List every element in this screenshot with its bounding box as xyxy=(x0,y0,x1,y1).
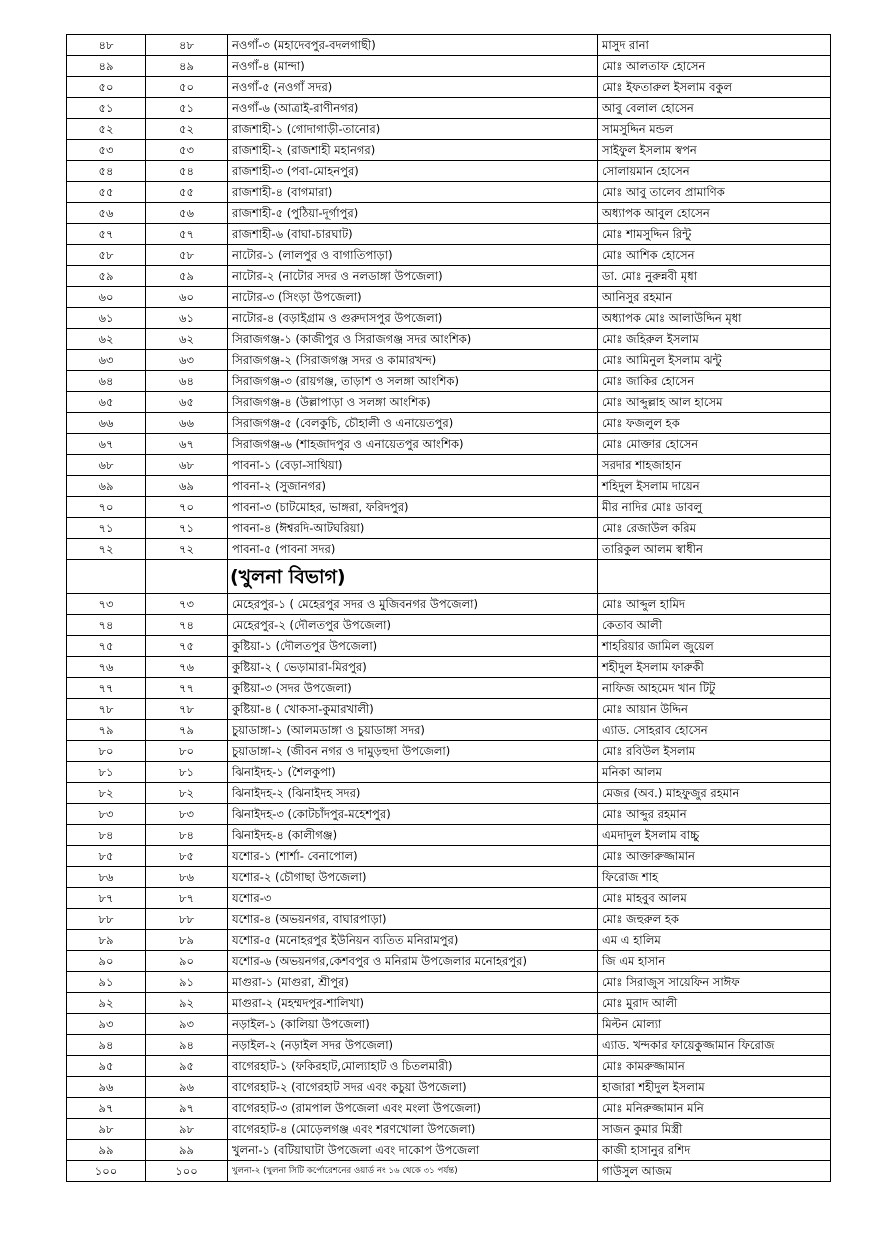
constituency-number-cell: ৬১ xyxy=(146,308,228,329)
table-row xyxy=(67,350,831,371)
table-row xyxy=(67,497,831,518)
serial-number-cell: ১০০ xyxy=(67,1161,146,1182)
constituency-name-cell: সিরাজগঞ্জ-১ (কাজীপুর ও সিরাজগঞ্জ সদর আংশিক) xyxy=(228,329,598,350)
candidate-name-cell: মোঃ ইফতারুল ইসলাম বকুল xyxy=(598,77,831,98)
table-row xyxy=(67,1014,831,1035)
serial-number-cell: ৬২ xyxy=(67,329,146,350)
serial-number-cell: ৬৪ xyxy=(67,371,146,392)
constituency-name-cell: যশোর-৬ (অভয়নগর,কেশবপুর ও মনিরাম উপজেলার মনোহরপুর) xyxy=(228,951,598,972)
constituency-name-cell: মেহেরপুর-১ ( মেহেরপুর সদর ও মুজিবনগর উপজেলা) xyxy=(228,594,598,615)
constituency-number-cell: ৫৭ xyxy=(146,224,228,245)
candidate-name-cell: মোঃ আব্দুর রহমান xyxy=(598,804,831,825)
table-row xyxy=(67,413,831,434)
candidate-name-cell: অধ্যাপক আবুল হোসেন xyxy=(598,203,831,224)
table-row xyxy=(67,636,831,657)
candidate-name-cell: তারিকুল আলম স্বাধীন xyxy=(598,539,831,560)
heading-empty-cell xyxy=(67,560,146,594)
constituency-name-cell: ঝিনাইদহ-২ (ঝিনাইদহ সদর) xyxy=(228,783,598,804)
candidate-name-cell: এ্যাড. খন্দকার ফায়েকুজ্জামান ফিরোজ xyxy=(598,1035,831,1056)
candidate-name-cell: মোঃ আশিক হোসেন xyxy=(598,245,831,266)
table-row xyxy=(67,434,831,455)
serial-number-cell: ৮৬ xyxy=(67,867,146,888)
serial-number-cell: ৮২ xyxy=(67,783,146,804)
table-row xyxy=(67,518,831,539)
constituency-number-cell: ৫৯ xyxy=(146,266,228,287)
table-row xyxy=(67,203,831,224)
constituency-name-cell: কুষ্টিয়া-৪ ( খোকসা-কুমারখালী) xyxy=(228,699,598,720)
serial-number-cell: ৫৪ xyxy=(67,161,146,182)
constituency-name-cell: চুয়াডাঙ্গা-২ (জীবন নগর ও দামুড়হুদা উপজেলা) xyxy=(228,741,598,762)
serial-number-cell: ৪৮ xyxy=(67,35,146,56)
constituency-number-cell: ৫৫ xyxy=(146,182,228,203)
table-row xyxy=(67,77,831,98)
candidate-name-cell: মীর নাদির মোঃ ডাবলু xyxy=(598,497,831,518)
candidate-name-cell: মোঃ মোক্তার হোসেন xyxy=(598,434,831,455)
constituency-number-cell: ৭৫ xyxy=(146,636,228,657)
constituency-number-cell: ৬৫ xyxy=(146,392,228,413)
candidate-name-cell: মোঃ শামসুদ্দিন রিন্টু xyxy=(598,224,831,245)
candidate-name-cell: মোঃ জহুরুল হক xyxy=(598,909,831,930)
table-row xyxy=(67,245,831,266)
serial-number-cell: ৮৪ xyxy=(67,825,146,846)
serial-number-cell: ৭৭ xyxy=(67,678,146,699)
constituency-number-cell: ৪৮ xyxy=(146,35,228,56)
table-row xyxy=(67,392,831,413)
constituency-name-cell: মেহেরপুর-২ (দৌলতপুর উপজেলা) xyxy=(228,615,598,636)
serial-number-cell: ৬১ xyxy=(67,308,146,329)
table-row xyxy=(67,56,831,77)
table-section-khulna xyxy=(67,594,831,1182)
constituency-name-cell: নওগাঁ-৪ (মান্দা) xyxy=(228,56,598,77)
candidate-name-cell: কাজী হাসানুর রশিদ xyxy=(598,1140,831,1161)
table-row xyxy=(67,699,831,720)
serial-number-cell: ৯৬ xyxy=(67,1077,146,1098)
serial-number-cell: ৫৮ xyxy=(67,245,146,266)
table-row xyxy=(67,888,831,909)
candidate-name-cell: মোঃ আমিনুল ইসলাম ঝন্টু xyxy=(598,350,831,371)
table-row xyxy=(67,657,831,678)
serial-number-cell: ৬৩ xyxy=(67,350,146,371)
constituency-number-cell: ৯৩ xyxy=(146,1014,228,1035)
constituency-number-cell: ৭৬ xyxy=(146,657,228,678)
table-row xyxy=(67,930,831,951)
candidate-name-cell: সরদার শাহজাহান xyxy=(598,455,831,476)
constituency-number-cell: ৬০ xyxy=(146,287,228,308)
table-row xyxy=(67,825,831,846)
constituency-name-cell: যশোর-৪ (অভয়নগর, বাঘারপাড়া) xyxy=(228,909,598,930)
candidate-name-cell: মেজর (অব.) মাহফুজুর রহমান xyxy=(598,783,831,804)
division-heading: (খুলনা বিভাগ) xyxy=(228,560,598,594)
constituency-name-cell: নাটোর-৩ (সিংড়া উপজেলা) xyxy=(228,287,598,308)
constituency-name-cell: চুয়াডাঙ্গা-১ (আলমডাঙ্গা ও চুয়াডাঙ্গা সদর) xyxy=(228,720,598,741)
serial-number-cell: ৮৯ xyxy=(67,930,146,951)
constituency-number-cell: ৮৩ xyxy=(146,804,228,825)
serial-number-cell: ৯০ xyxy=(67,951,146,972)
constituency-name-cell: পাবনা-৫ (পাবনা সদর) xyxy=(228,539,598,560)
constituency-name-cell: বাগেরহাট-২ (বাগেরহাট সদর এবং কচুয়া উপজেলা) xyxy=(228,1077,598,1098)
candidate-name-cell: শাহরিয়ার জামিল জুয়েল xyxy=(598,636,831,657)
serial-number-cell: ৭০ xyxy=(67,497,146,518)
candidate-name-cell: মোঃ রবিউল ইসলাম xyxy=(598,741,831,762)
constituency-name-cell: যশোর-২ (চৌগাছা উপজেলা) xyxy=(228,867,598,888)
serial-number-cell: ৯৯ xyxy=(67,1140,146,1161)
serial-number-cell: ৫৫ xyxy=(67,182,146,203)
candidate-name-cell: এ্যাড. সোহরাব হোসেন xyxy=(598,720,831,741)
table-row xyxy=(67,266,831,287)
serial-number-cell: ৮১ xyxy=(67,762,146,783)
table-row xyxy=(67,678,831,699)
table-row xyxy=(67,1098,831,1119)
serial-number-cell: ৯৭ xyxy=(67,1098,146,1119)
table-row xyxy=(67,972,831,993)
table-row xyxy=(67,1056,831,1077)
constituency-number-cell: ৯৫ xyxy=(146,1056,228,1077)
table-row xyxy=(67,161,831,182)
table-row xyxy=(67,371,831,392)
constituency-name-cell: মাগুরা-১ (মাগুরা, শ্রীপুর) xyxy=(228,972,598,993)
candidate-name-cell: সাজন কুমার মিস্ত্রী xyxy=(598,1119,831,1140)
table-row xyxy=(67,909,831,930)
constituency-number-cell: ৯৭ xyxy=(146,1098,228,1119)
division-heading-row-group xyxy=(67,560,831,594)
candidate-list-sheet xyxy=(66,34,830,1182)
constituency-name-cell: ঝিনাইদহ-১ (শৈলকুপা) xyxy=(228,762,598,783)
heading-empty-cell xyxy=(146,560,228,594)
constituency-number-cell: ৭৯ xyxy=(146,720,228,741)
serial-number-cell: ৮৮ xyxy=(67,909,146,930)
candidate-name-cell: সাইফুল ইসলাম স্বপন xyxy=(598,140,831,161)
serial-number-cell: ৮৭ xyxy=(67,888,146,909)
table-row xyxy=(67,287,831,308)
table-row xyxy=(67,140,831,161)
constituency-number-cell: ৯১ xyxy=(146,972,228,993)
table-row xyxy=(67,1035,831,1056)
candidate-name-cell: সামসুদ্দিন মন্ডল xyxy=(598,119,831,140)
candidate-name-cell: মোঃ আব্দুল হামিদ xyxy=(598,594,831,615)
division-heading-row xyxy=(67,560,831,594)
constituency-name-cell: নড়াইল-১ (কালিয়া উপজেলা) xyxy=(228,1014,598,1035)
constituency-name-cell: সিরাজগঞ্জ-৩ (রায়গঞ্জ, তাড়াশ ও সলঙ্গা আংশিক) xyxy=(228,371,598,392)
serial-number-cell: ৬৮ xyxy=(67,455,146,476)
constituency-name-cell: বাগেরহাট-৪ (মোড়েলগঞ্জ এবং শরণখোলা উপজেলা) xyxy=(228,1119,598,1140)
constituency-number-cell: ৮১ xyxy=(146,762,228,783)
candidate-name-cell: মোঃ ফজলুল হক xyxy=(598,413,831,434)
constituency-name-cell: বাগেরহাট-১ (ফকিরহাট,মোল্যাহাট ও চিতলমারী) xyxy=(228,1056,598,1077)
constituency-name-cell: কুষ্টিয়া-৩ (সদর উপজেলা) xyxy=(228,678,598,699)
candidate-name-cell: হাজারা শহীদুল ইসলাম xyxy=(598,1077,831,1098)
constituency-number-cell: ৭১ xyxy=(146,518,228,539)
serial-number-cell: ৭৩ xyxy=(67,594,146,615)
constituency-number-cell: ৭৮ xyxy=(146,699,228,720)
serial-number-cell: ৬৫ xyxy=(67,392,146,413)
constituency-name-cell: খুলনা-২ (খুলনা সিটি কর্পোরেশনের ওয়ার্ড নং ১৬ থেকে ৩১ পর্যন্ত) xyxy=(228,1161,598,1182)
constituency-name-cell: পাবনা-৪ (ঈশ্বরদি-আটঘরিয়া) xyxy=(228,518,598,539)
constituency-number-cell: ৬৯ xyxy=(146,476,228,497)
constituency-number-cell: ৬৪ xyxy=(146,371,228,392)
constituency-number-cell: ৭৭ xyxy=(146,678,228,699)
constituency-number-cell: ৫০ xyxy=(146,77,228,98)
constituency-number-cell: ৭০ xyxy=(146,497,228,518)
constituency-name-cell: নওগাঁ-৬ (আত্রাই-রাণীনগর) xyxy=(228,98,598,119)
constituency-name-cell: খুলনা-১ (বটিয়াঘাটা উপজেলা এবং দাকোপ উপজেলা xyxy=(228,1140,598,1161)
table-row xyxy=(67,329,831,350)
constituency-number-cell: ৬৩ xyxy=(146,350,228,371)
constituency-number-cell: ৫৮ xyxy=(146,245,228,266)
constituency-name-cell: নড়াইল-২ (নড়াইল সদর উপজেলা) xyxy=(228,1035,598,1056)
constituency-number-cell: ৫৪ xyxy=(146,161,228,182)
table-row xyxy=(67,993,831,1014)
table-row xyxy=(67,1140,831,1161)
candidate-name-cell: ফিরোজ শাহ xyxy=(598,867,831,888)
table-row xyxy=(67,476,831,497)
serial-number-cell: ৮৫ xyxy=(67,846,146,867)
serial-number-cell: ৬৭ xyxy=(67,434,146,455)
candidate-name-cell: মোঃ জহিরুল ইসলাম xyxy=(598,329,831,350)
serial-number-cell: ৯১ xyxy=(67,972,146,993)
constituency-name-cell: পাবনা-১ (বেড়া-সাথিয়া) xyxy=(228,455,598,476)
constituency-name-cell: ঝিনাইদহ-৩ (কোটচাঁদপুর-মহেশপুর) xyxy=(228,804,598,825)
candidate-name-cell: মোঃ মুরাদ আলী xyxy=(598,993,831,1014)
constituency-number-cell: ৬৬ xyxy=(146,413,228,434)
serial-number-cell: ৮৩ xyxy=(67,804,146,825)
constituency-number-cell: ৮০ xyxy=(146,741,228,762)
constituency-name-cell: রাজশাহী-৬ (বাঘা-চারঘাট) xyxy=(228,224,598,245)
constituency-number-cell: ৮৬ xyxy=(146,867,228,888)
constituency-name-cell: নাটোর-২ (নাটোর সদর ও নলডাঙ্গা উপজেলা) xyxy=(228,266,598,287)
candidate-name-cell: মোঃ আব্দুল্লাহ আল হাসেম xyxy=(598,392,831,413)
table-row xyxy=(67,741,831,762)
serial-number-cell: ৭১ xyxy=(67,518,146,539)
serial-number-cell: ৫১ xyxy=(67,98,146,119)
candidate-name-cell: মোঃ জাকির হোসেন xyxy=(598,371,831,392)
constituency-number-cell: ৫৩ xyxy=(146,140,228,161)
constituency-number-cell: ৯৬ xyxy=(146,1077,228,1098)
table-section-rajshahi xyxy=(67,35,831,560)
candidate-name-cell: আনিসুর রহমান xyxy=(598,287,831,308)
candidate-name-cell: মোঃ মাহবুব আলম xyxy=(598,888,831,909)
table-row xyxy=(67,308,831,329)
constituency-number-cell: ৫১ xyxy=(146,98,228,119)
candidate-name-cell: নাফিজ আহমেদ খান টিটু xyxy=(598,678,831,699)
constituency-number-cell: ৬৮ xyxy=(146,455,228,476)
candidate-table xyxy=(66,34,831,1182)
candidate-name-cell: সোলায়মান হোসেন xyxy=(598,161,831,182)
constituency-number-cell: ৯৯ xyxy=(146,1140,228,1161)
constituency-number-cell: ১০০ xyxy=(146,1161,228,1182)
candidate-name-cell: শহীদুল ইসলাম ফারুকী xyxy=(598,657,831,678)
table-row xyxy=(67,720,831,741)
serial-number-cell: ৯৮ xyxy=(67,1119,146,1140)
constituency-name-cell: যশোর-৫ (মনোহরপুর ইউনিয়ন ব্যতিত মনিরামপুর) xyxy=(228,930,598,951)
constituency-name-cell: সিরাজগঞ্জ-৪ (উল্লাপাড়া ও সলঙ্গা আংশিক) xyxy=(228,392,598,413)
serial-number-cell: ৫২ xyxy=(67,119,146,140)
constituency-name-cell: সিরাজগঞ্জ-৫ (বেলকুচি, চৌহালী ও এনায়েতপুর) xyxy=(228,413,598,434)
candidate-name-cell: গাউসুল আজম xyxy=(598,1161,831,1182)
candidate-name-cell: শহিদুল ইসলাম দায়েন xyxy=(598,476,831,497)
serial-number-cell: ৯৩ xyxy=(67,1014,146,1035)
constituency-name-cell: নাটোর-৪ (বড়াইগ্রাম ও গুরুদাসপুর উপজেলা) xyxy=(228,308,598,329)
candidate-name-cell: মোঃ আলতাফ হোসেন xyxy=(598,56,831,77)
candidate-name-cell: এমদাদুল ইসলাম বাচ্চু xyxy=(598,825,831,846)
constituency-number-cell: ৭৪ xyxy=(146,615,228,636)
constituency-number-cell: ৫২ xyxy=(146,119,228,140)
constituency-name-cell: রাজশাহী-১ (গোদাগাড়ী-তানোর) xyxy=(228,119,598,140)
constituency-name-cell: সিরাজগঞ্জ-২ (সিরাজগঞ্জ সদর ও কামারখন্দ) xyxy=(228,350,598,371)
constituency-number-cell: ৬২ xyxy=(146,329,228,350)
serial-number-cell: ৫০ xyxy=(67,77,146,98)
constituency-name-cell: পাবনা-২ (সুজানগর) xyxy=(228,476,598,497)
serial-number-cell: ৮০ xyxy=(67,741,146,762)
candidate-name-cell: ডা. মোঃ নুরুন্নবী মৃধা xyxy=(598,266,831,287)
serial-number-cell: ৭৬ xyxy=(67,657,146,678)
constituency-number-cell: ৮৭ xyxy=(146,888,228,909)
serial-number-cell: ৬৯ xyxy=(67,476,146,497)
serial-number-cell: ৯৫ xyxy=(67,1056,146,1077)
constituency-name-cell: কুষ্টিয়া-২ ( ভেড়ামারা-মিরপুর) xyxy=(228,657,598,678)
serial-number-cell: ৫৩ xyxy=(67,140,146,161)
candidate-name-cell: মোঃ আবু তালেব প্রামাণিক xyxy=(598,182,831,203)
constituency-number-cell: ৪৯ xyxy=(146,56,228,77)
table-row xyxy=(67,539,831,560)
serial-number-cell: ৭২ xyxy=(67,539,146,560)
constituency-name-cell: নওগাঁ-৩ (মহাদেবপুর-বদলগাছী) xyxy=(228,35,598,56)
constituency-name-cell: সিরাজগঞ্জ-৬ (শাহজাদপুর ও এনায়েতপুর আংশিক) xyxy=(228,434,598,455)
candidate-name-cell: মোঃ রেজাউল করিম xyxy=(598,518,831,539)
table-row xyxy=(67,455,831,476)
table-row xyxy=(67,35,831,56)
constituency-name-cell: রাজশাহী-২ (রাজশাহী মহানগর) xyxy=(228,140,598,161)
candidate-name-cell: মিল্টন মোল্যা xyxy=(598,1014,831,1035)
serial-number-cell: ৪৯ xyxy=(67,56,146,77)
serial-number-cell: ৯৪ xyxy=(67,1035,146,1056)
table-row xyxy=(67,1077,831,1098)
constituency-name-cell: যশোর-৩ xyxy=(228,888,598,909)
constituency-number-cell: ৯২ xyxy=(146,993,228,1014)
table-row xyxy=(67,119,831,140)
candidate-name-cell: মোঃ সিরাজুস সায়েফিন সাঈফ xyxy=(598,972,831,993)
candidate-name-cell: এম এ হালিম xyxy=(598,930,831,951)
table-row xyxy=(67,98,831,119)
table-row xyxy=(67,783,831,804)
constituency-name-cell: বাগেরহাট-৩ (রামপাল উপজেলা এবং মংলা উপজেলা) xyxy=(228,1098,598,1119)
candidate-name-cell: জি এম হাসান xyxy=(598,951,831,972)
constituency-number-cell: ৮২ xyxy=(146,783,228,804)
serial-number-cell: ৬০ xyxy=(67,287,146,308)
serial-number-cell: ৭৪ xyxy=(67,615,146,636)
serial-number-cell: ৭৮ xyxy=(67,699,146,720)
serial-number-cell: ৬৬ xyxy=(67,413,146,434)
constituency-number-cell: ৭৩ xyxy=(146,594,228,615)
candidate-name-cell: মোঃ মনিরুজ্জামান মনি xyxy=(598,1098,831,1119)
heading-empty-cell xyxy=(598,560,831,594)
serial-number-cell: ৯২ xyxy=(67,993,146,1014)
constituency-name-cell: নাটোর-১ (লালপুর ও বাগাতিপাড়া) xyxy=(228,245,598,266)
constituency-number-cell: ৭২ xyxy=(146,539,228,560)
constituency-number-cell: ৬৭ xyxy=(146,434,228,455)
table-row xyxy=(67,867,831,888)
constituency-number-cell: ৯৮ xyxy=(146,1119,228,1140)
constituency-name-cell: রাজশাহী-৩ (পবা-মোহনপুর) xyxy=(228,161,598,182)
table-row xyxy=(67,762,831,783)
constituency-name-cell: নওগাঁ-৫ (নওগাঁ সদর) xyxy=(228,77,598,98)
table-row xyxy=(67,1119,831,1140)
table-row xyxy=(67,951,831,972)
constituency-number-cell: ৫৬ xyxy=(146,203,228,224)
table-row xyxy=(67,615,831,636)
constituency-name-cell: রাজশাহী-৫ (পুঠিয়া-দূর্গাপুর) xyxy=(228,203,598,224)
table-row xyxy=(67,804,831,825)
candidate-name-cell: মোঃ আক্তারুজ্জামান xyxy=(598,846,831,867)
candidate-name-cell: অধ্যাপক মোঃ আলাউদ্দিন মৃধা xyxy=(598,308,831,329)
constituency-number-cell: ৮৪ xyxy=(146,825,228,846)
candidate-name-cell: আবু বেলাল হোসেন xyxy=(598,98,831,119)
table-row xyxy=(67,224,831,245)
constituency-name-cell: মাগুরা-২ (মহম্মদপুর-শালিখা) xyxy=(228,993,598,1014)
table-row xyxy=(67,846,831,867)
table-row xyxy=(67,594,831,615)
constituency-number-cell: ৯০ xyxy=(146,951,228,972)
constituency-name-cell: পাবনা-৩ (চাটমোহর, ভাঙ্গরা, ফরিদপুর) xyxy=(228,497,598,518)
constituency-name-cell: ঝিনাইদহ-৪ (কালীগঞ্জ) xyxy=(228,825,598,846)
serial-number-cell: ৭৯ xyxy=(67,720,146,741)
constituency-name-cell: রাজশাহী-৪ (বাগমারা) xyxy=(228,182,598,203)
constituency-number-cell: ৮৯ xyxy=(146,930,228,951)
candidate-name-cell: কেতাব আলী xyxy=(598,615,831,636)
constituency-number-cell: ৮৫ xyxy=(146,846,228,867)
candidate-name-cell: মোঃ কামরুজ্জামান xyxy=(598,1056,831,1077)
serial-number-cell: ৭৫ xyxy=(67,636,146,657)
serial-number-cell: ৫৯ xyxy=(67,266,146,287)
serial-number-cell: ৫৬ xyxy=(67,203,146,224)
serial-number-cell: ৫৭ xyxy=(67,224,146,245)
candidate-name-cell: মোঃ আয়ান উদ্দিন xyxy=(598,699,831,720)
table-row xyxy=(67,1161,831,1182)
candidate-name-cell: মাসুদ রানা xyxy=(598,35,831,56)
table-row xyxy=(67,182,831,203)
constituency-number-cell: ৮৮ xyxy=(146,909,228,930)
constituency-name-cell: যশোর-১ (শার্শা- বেনাপোল) xyxy=(228,846,598,867)
constituency-number-cell: ৯৪ xyxy=(146,1035,228,1056)
constituency-name-cell: কুষ্টিয়া-১ (দৌলতপুর উপজেলা) xyxy=(228,636,598,657)
candidate-name-cell: মনিকা আলম xyxy=(598,762,831,783)
